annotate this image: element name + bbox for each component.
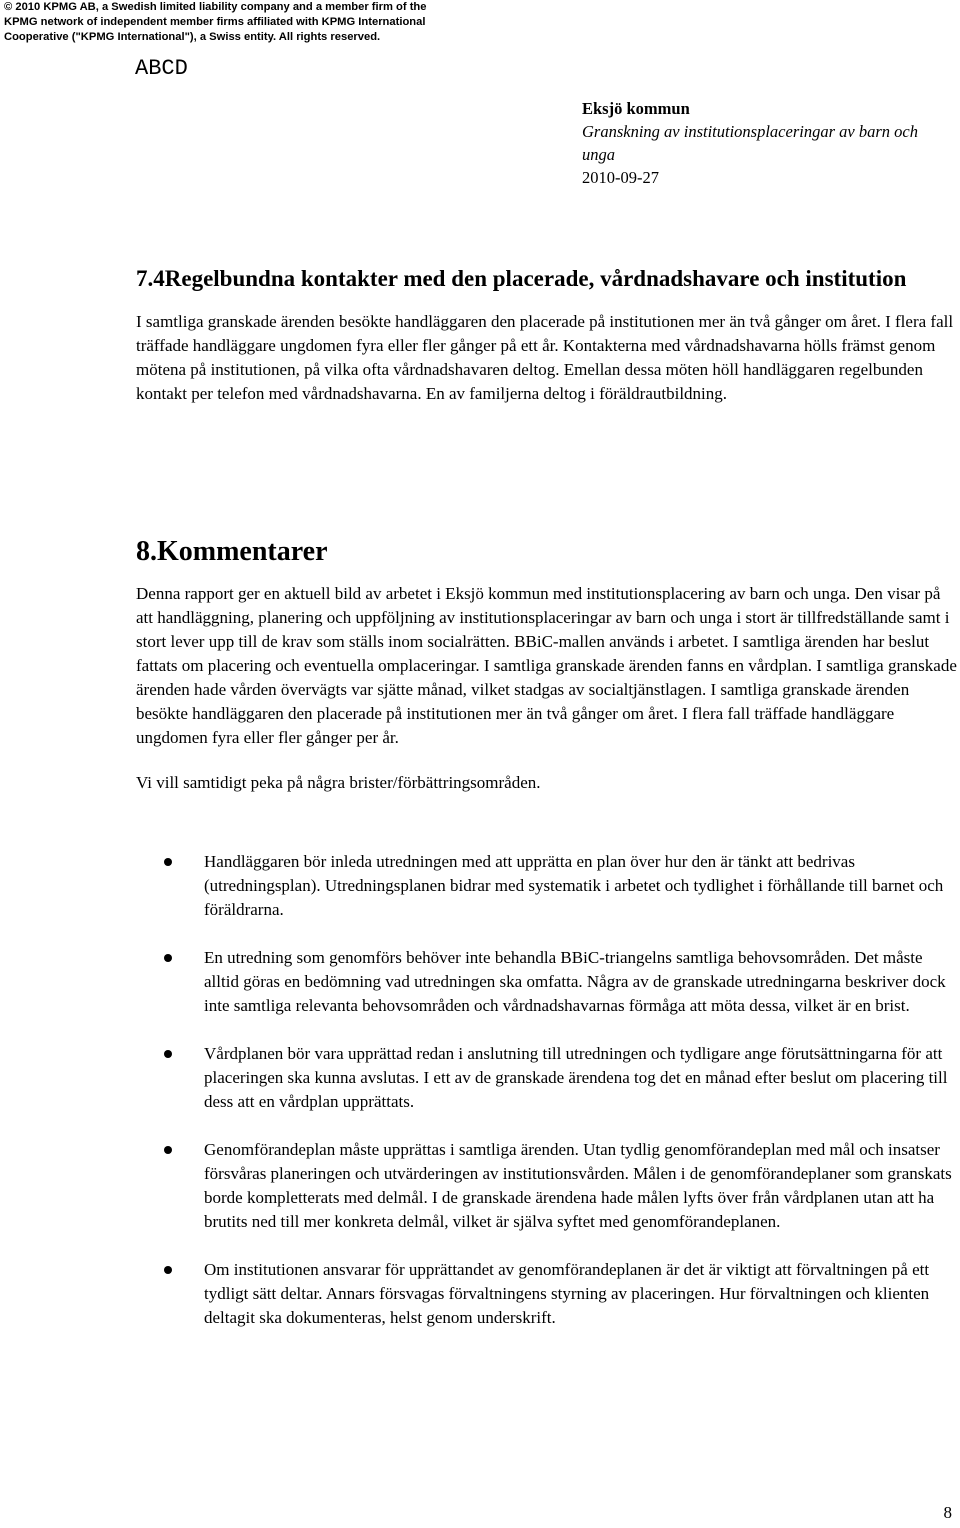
organization-name: Eksjö kommun (582, 99, 690, 118)
document-date: 2010-09-27 (582, 168, 659, 187)
section-8 (136, 535, 958, 795)
list-item-text: Om institutionen ansvarar för upprättandet av genomförandeplanen är det är viktigt att förvaltningen på ett tydligt sätt deltar. Annars försvagas förvaltningens styrning av placeringen. Hur förvaltningen och klienten deltagit ska dokumenteras, helst genom underskrift. (204, 1260, 930, 1327)
list-item-text: Genomförandeplan måste upprättas i samtliga ärenden. Utan tydlig genomförandeplan med mål och insatser försvåras planeringen och utvärderingen av institutionsvården. Målen i de genomförandeplaner som granskats borde kompletterats med delmål. I de granskade ärendena hade målen lyfts över från vårdplanen utan att ha brutits ned till mer konkreta delmål, vilket är själva syftet med genomförandeplanen. (204, 1140, 952, 1231)
list-item-text: Vårdplanen bör vara upprättad redan i anslutning till utredningen och tydligare ange förutsättningarna för att placeringen ska kunna avslutas. I ett av de granskade ärendena tog det en månad efter beslut om placering till dess att en vårdplan upprättats. (204, 1044, 948, 1111)
list-item-text: Handläggaren bör inleda utredningen med att upprätta en plan över hur den är tänkt att bedrivas (utredningsplan). Utredningsplanen bidrar med systematik i arbetet och tydlighet i förhållande till barnet och föräldrarna. (204, 852, 944, 919)
document-header (582, 97, 952, 189)
list-item (136, 850, 958, 922)
bullet-icon (164, 1050, 172, 1058)
bullet-icon (164, 858, 172, 866)
section-paragraph: I samtliga granskade ärenden besökte handläggaren den placerade på institutionen mer än två gånger om året. I flera fall träffade handläggare ungdomen fyra eller fler gånger på ett år. Kontakterna med vårdnadshavarna hölls främst genom mötena på institutionen, på vilka ofta vårdnadshavaren deltog. Emellan dessa möten höll handläggaren regelbunden kontakt per telefon med vårdnadshavarna. En av familjerna deltog i föräldrautbildning. (136, 312, 954, 403)
improvement-list (136, 850, 958, 1354)
list-item (136, 946, 958, 1018)
document-subtitle: Granskning av institutionsplaceringar av barn och unga (582, 122, 918, 164)
list-item (136, 1042, 958, 1114)
list-item (136, 1258, 958, 1330)
section-heading: 8.Kommentarer (136, 536, 328, 567)
company-logo: ABCD (135, 56, 188, 81)
page-number: 8 (943, 1503, 952, 1522)
list-item (136, 1138, 958, 1234)
section-heading: 7.4Regelbundna kontakter med den placerade, vårdnadshavare och institution (136, 266, 907, 291)
section-paragraph: Denna rapport ger en aktuell bild av arbetet i Eksjö kommun med institutionsplacering av barn och unga. Den visar på att handläggning, planering och uppföljning av institutionsplaceringar av barn och unga i stort är tillfredställande samt i stort lever upp till de krav som ställs inom socialrätten. BBiC-mallen används i arbetet. I samtliga ärenden har beslut fattats om placering och eventuella omplaceringar. I samtliga granskade ärenden fanns en vårdplan. I samtliga granskade ärenden hade vården övervägts var sjätte månad, vilket stadgas av socialtjänstlagen. I samtliga granskade ärenden besökte handläggaren den placerade på institutionen mer än två gånger om året. I flera fall träffade handläggare ungdomen fyra eller fler gånger per år. (136, 584, 957, 747)
bullet-icon (164, 954, 172, 962)
list-item-text: En utredning som genomförs behöver inte behandla BBiC-triangelns samtliga behovsområden. Det måste alltid göras en bedömning vad utredningen ska omfatta. Några av de granskade utredningarna beskriver dock inte samtliga relevanta behovsområden och vårdnadshavarnas förmåga att möta dessa, vilket är en brist. (204, 948, 946, 1015)
section-7-4 (136, 263, 958, 406)
section-paragraph: Vi vill samtidigt peka på några brister/förbättringsområden. (136, 773, 541, 792)
bullet-icon (164, 1146, 172, 1154)
copyright-notice: © 2010 KPMG AB, a Swedish limited liability company and a member firm of the KPMG network of independent member firms affiliated with KPMG International Cooperative ("KPMG International"), a Swiss entity. All rights reserved. (4, 1, 427, 43)
bullet-icon (164, 1266, 172, 1274)
